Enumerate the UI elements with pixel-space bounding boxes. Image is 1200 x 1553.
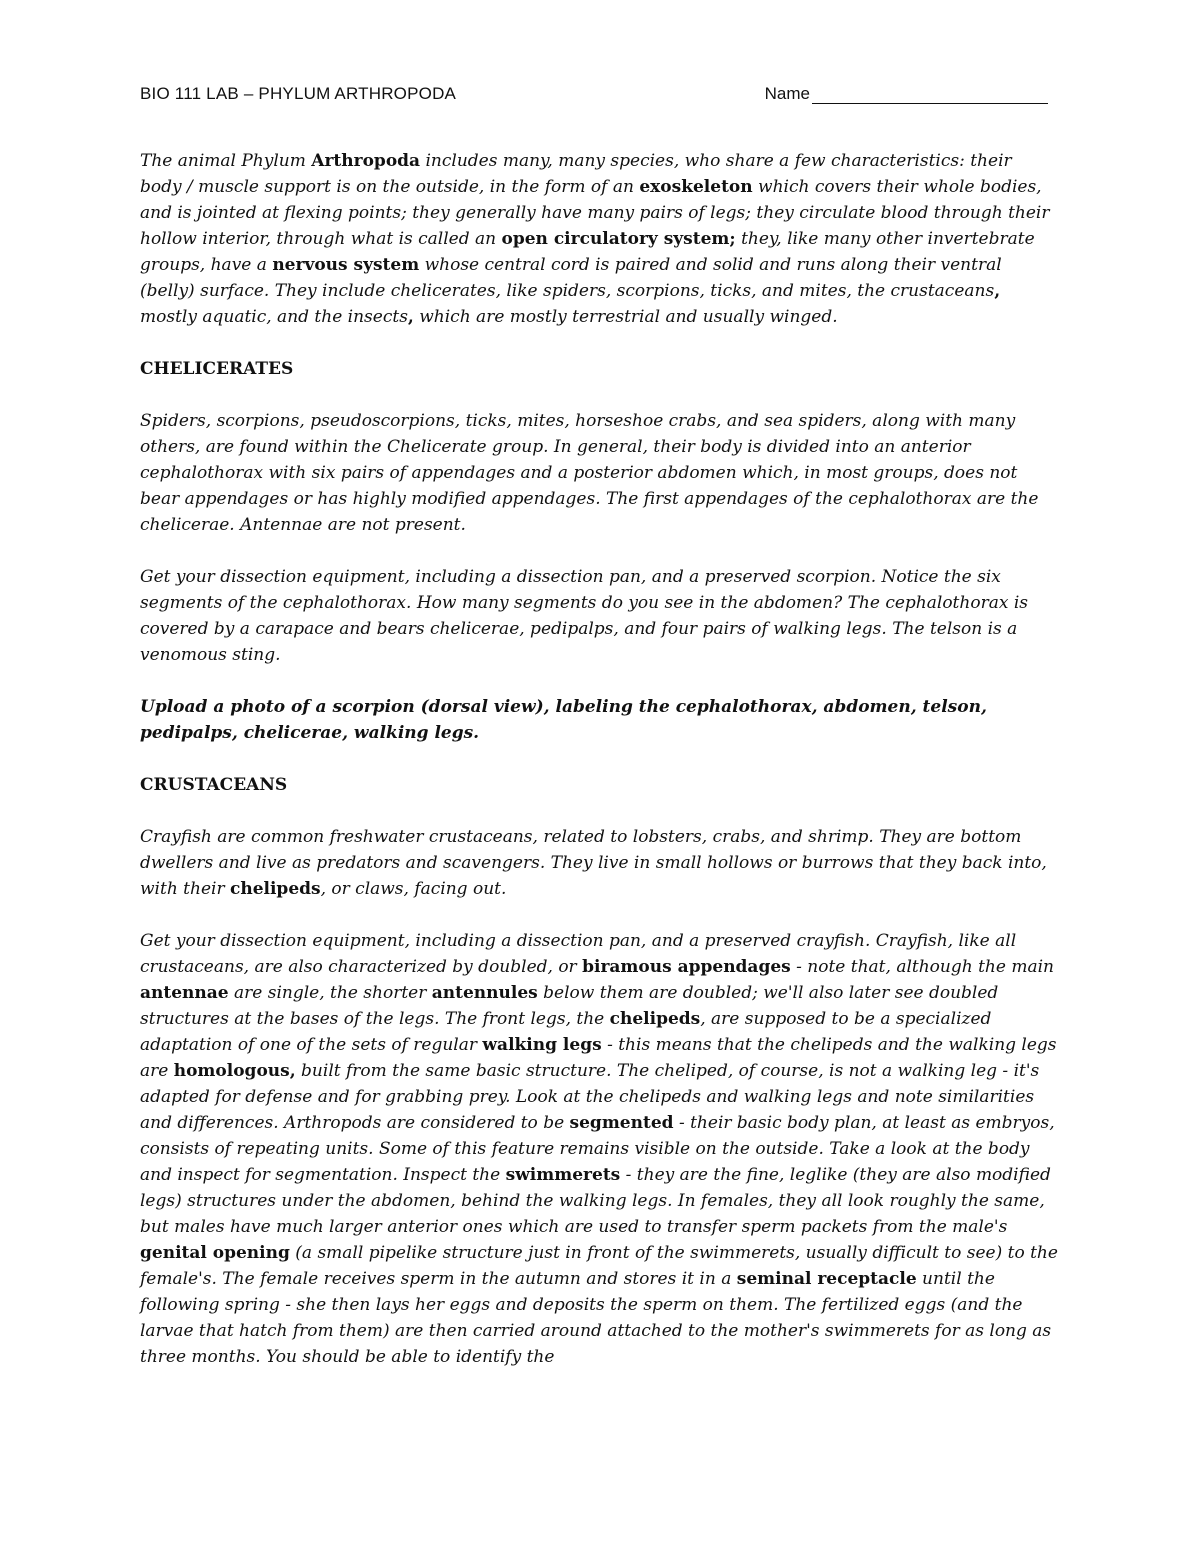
term-biramous-appendages: biramous appendages xyxy=(582,957,791,977)
term-genital-opening: genital opening xyxy=(140,1243,290,1263)
name-label: Name xyxy=(764,84,810,103)
term-arthropoda: Arthropoda xyxy=(311,151,421,171)
crayfish-text: - their basic body plan, at least as embryos, consists of repeating units. Some of this feature remains visible on the outside. Take a look at the body and inspect for segmentation. Inspect the xyxy=(140,1113,1055,1185)
term-exoskeleton: exoskeleton xyxy=(639,177,753,197)
crayfish-text: (a small pipelike structure just in front of the swimmerets, usually difficult to see) to the female's. The female receives sperm in the autumn and stores it in a xyxy=(140,1243,1058,1289)
intro-text: The animal Phylum xyxy=(140,151,312,171)
intro-text: includes many, many species, who share a few characteristics: their body / muscle support is on the outside, in the form of an xyxy=(140,151,1012,197)
term-chelipeds: chelipeds xyxy=(229,879,321,899)
term-open-circulatory-system: open circulatory system; xyxy=(501,229,736,249)
term-segmented: segmented xyxy=(569,1113,674,1133)
intro-text: they, like many other invertebrate groups, have a xyxy=(140,229,1035,275)
section-heading-chelicerates: CHELICERATES xyxy=(140,359,294,379)
intro-text: whose central cord is paired and solid and runs along their ventral (belly) surface. They include chelicerates, like spiders, scorpions, ticks, and mites, the crustaceans xyxy=(140,255,1002,301)
crustaceans-paragraph-2 xyxy=(140,928,1058,1370)
crayfish-text: built from the same basic structure. The cheliped, of course, is not a walking leg - it's adapted for defense and for grabbing prey. Look at the chelipeds and walking legs and note similarities and differences. Arthropods are considered to be xyxy=(140,1061,1040,1133)
crayfish-text: below them are doubled; we'll also later see doubled structures at the bases of the legs. The front legs, the xyxy=(140,983,999,1029)
document-page xyxy=(140,78,1058,1370)
term-homologous: homologous, xyxy=(173,1061,296,1081)
intro-text: which are mostly terrestrial and usually winged. xyxy=(413,307,838,327)
intro-text: which covers their whole bodies, and is jointed at flexing points; they generally have many pairs of legs; they circulate blood through their hollow interior, through what is called an xyxy=(140,177,1050,249)
intro-text: mostly aquatic, and the insects xyxy=(140,307,408,327)
chelicerates-paragraph-1: Spiders, scorpions, pseudoscorpions, ticks, mites, horseshoe crabs, and sea spiders, along with many others, are found within the Chelicerate group. In general, their body is divided into an anterior cephalothorax with six pairs of appendages and a posterior abdomen which, in most groups, does not bear appendages or has highly modified appendages. The first appendages of the cephalothorax are the chelicerae. Antennae are not present. xyxy=(140,411,1039,535)
crustaceans-text: , or claws, facing out. xyxy=(320,879,507,899)
crayfish-text: - they are the fine, leglike (they are also modified legs) structures under the abdomen, behind the walking legs. In females, they all look roughly the same, but males have much larger anterior ones which are used to transfer sperm packets from the male's xyxy=(140,1165,1051,1237)
section-heading-crustaceans: CRUSTACEANS xyxy=(140,775,288,795)
crustaceans-paragraph-1 xyxy=(140,824,1058,902)
term-antennules: antennules xyxy=(431,983,538,1003)
chelicerates-paragraph-2: Get your dissection equipment, including a dissection pan, and a preserved scorpion. Notice the six segments of the cephalothorax. How many segments do you see in the abdomen? The cephalothorax is covered by a carapace and bears chelicerae, pedipalps, and four pairs of walking legs. The telson is a venomous sting. xyxy=(140,567,1028,665)
term-nervous-system: nervous system xyxy=(272,255,420,275)
crayfish-text: , are supposed to be a specialized adaptation of one of the sets of regular xyxy=(140,1009,992,1055)
term-walking-legs: walking legs xyxy=(482,1035,602,1055)
crayfish-text: - note that, although the main xyxy=(790,957,1054,977)
term-antennae: antennae xyxy=(140,983,229,1003)
crayfish-text: until the following spring - she then lays her eggs and deposits the sperm on them. The fertilized eggs (and the larvae that hatch from them) are then carried around attached to the mother's swimmerets for as long as three months. You should be able to identify the xyxy=(140,1269,1052,1367)
crustaceans-text: Crayfish are common freshwater crustaceans, related to lobsters, crabs, and shrimp. They are bottom dwellers and live as predators and scavengers. They live in small hollows or burrows that they back into, with their xyxy=(140,827,1047,899)
page-header xyxy=(140,78,1058,104)
intro-paragraph xyxy=(140,148,1058,330)
bold-comma: , xyxy=(407,307,414,327)
crayfish-text: - this means that the chelipeds and the walking legs are xyxy=(140,1035,1057,1081)
term-chelipeds: chelipeds xyxy=(609,1009,701,1029)
term-swimmerets: swimmerets xyxy=(505,1165,621,1185)
crayfish-text: Get your dissection equipment, including a dissection pan, and a preserved crayfish. Crayfish, like all crustaceans, are also characterized by doubled, or xyxy=(140,931,1017,977)
document-title: BIO 111 LAB – PHYLUM ARTHROPODA xyxy=(140,84,457,103)
name-field xyxy=(765,84,1048,104)
bold-comma: , xyxy=(994,281,1001,301)
name-blank-line xyxy=(812,85,1048,104)
term-seminal-receptacle: seminal receptacle xyxy=(736,1269,917,1289)
crayfish-text: are single, the shorter xyxy=(228,983,432,1003)
scorpion-upload-instruction: Upload a photo of a scorpion (dorsal view), labeling the cephalothorax, abdomen, telson, pedipalps, chelicerae, walking legs. xyxy=(140,697,987,743)
